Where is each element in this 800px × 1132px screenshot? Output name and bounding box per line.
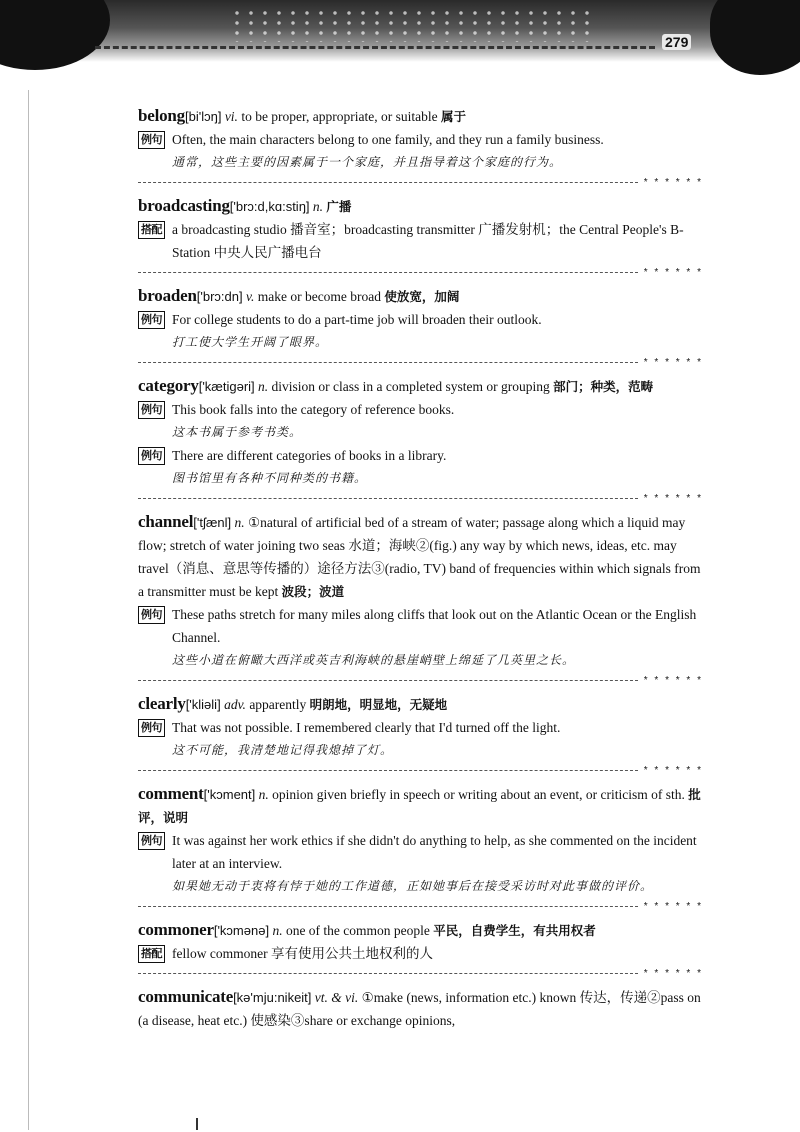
entry-separator [138, 354, 703, 370]
example-english: For college students to do a part-time job will broaden their outlook. [172, 312, 542, 327]
headword: belong [138, 106, 185, 125]
example-tag-icon: 搭配 [138, 221, 165, 239]
star-ornament: * * * * * * [643, 176, 703, 188]
dashed-line [138, 680, 638, 681]
definition-chinese: 批评，说明 [138, 787, 701, 825]
phonetic: ['kætigəri] [198, 379, 255, 394]
headword: broaden [138, 286, 197, 305]
example-body [172, 218, 703, 264]
example-tag-icon: 例句 [138, 401, 165, 419]
example-translation: 这些小道在俯瞰大西洋或英吉利海峡的悬崖峭壁上绵延了几英里之长。 [172, 653, 576, 667]
entry-headline [138, 692, 703, 716]
entry-separator [138, 672, 703, 688]
example-tag-icon: 例句 [138, 719, 165, 737]
example-row [138, 308, 703, 354]
entry-separator [138, 898, 703, 914]
headword: broadcasting [138, 196, 230, 215]
example-row [138, 444, 703, 490]
part-of-speech: vi. [224, 109, 238, 124]
phonetic: ['kɔmənə] [213, 923, 270, 938]
star-ornament: * * * * * * [643, 356, 703, 368]
part-of-speech: n. [312, 199, 324, 214]
definition: apparently [249, 697, 307, 712]
example-english: It was against her work ethics if she didn't do anything to help, as she commented on the incident later at an interview. [172, 833, 697, 871]
dictionary-entry [138, 194, 703, 264]
phonetic: [kə'mju:nikeit] [233, 990, 312, 1005]
example-english: That was not possible. I remembered clearly that I'd turned off the light. [172, 720, 561, 735]
entry-separator [138, 762, 703, 778]
example-row [138, 942, 703, 965]
dashed-line [138, 973, 638, 974]
definition-chinese: 波段；波道 [281, 584, 345, 599]
entry-separator [138, 264, 703, 280]
example-tag-icon: 例句 [138, 447, 165, 465]
dashed-line [138, 182, 638, 183]
headword: comment [138, 784, 204, 803]
dictionary-entry [138, 284, 703, 354]
star-ornament: * * * * * * [643, 900, 703, 912]
header-dashed-rule [95, 46, 655, 49]
star-ornament: * * * * * * [643, 764, 703, 776]
definition: opinion given briefly in speech or writing about an event, or criticism of sth. [272, 787, 685, 802]
part-of-speech: n. [258, 379, 269, 394]
header-decoration-right [710, 0, 800, 75]
dashed-line [138, 362, 638, 363]
entry-headline [138, 985, 703, 1032]
example-translation: 打工使大学生开阔了眼界。 [172, 335, 329, 349]
definition: one of the common people [285, 923, 430, 938]
phonetic: ['tʃænl] [193, 515, 232, 530]
entry-headline [138, 918, 703, 942]
phonetic: ['brɔ:d,kɑ:stiŋ] [229, 199, 310, 214]
definition-chinese: 平民，自费学生，有共用权者 [433, 923, 596, 938]
example-english: Often, the main characters belong to one family, and they run a family business. [172, 132, 604, 147]
headword: category [138, 376, 199, 395]
part-of-speech: adv. [224, 697, 246, 712]
entry-headline [138, 782, 703, 829]
example-body [172, 128, 703, 174]
example-tag-icon: 例句 [138, 606, 165, 624]
entry-headline [138, 374, 703, 398]
example-body [172, 308, 703, 354]
entry-separator [138, 490, 703, 506]
star-ornament: * * * * * * [643, 266, 703, 278]
headword: channel [138, 512, 194, 531]
dictionary-entry [138, 985, 703, 1032]
dictionary-entry [138, 510, 703, 672]
star-ornament: * * * * * * [643, 492, 703, 504]
definition-chinese: 属于 [440, 109, 466, 124]
part-of-speech: n. [272, 923, 283, 938]
scan-mark [196, 1118, 198, 1130]
example-translation: 这不可能，我清楚地记得我熄掉了灯。 [172, 743, 394, 757]
definition-chinese: 明朗地，明显地，无疑地 [309, 697, 448, 712]
definition: to be proper, appropriate, or suitable [241, 109, 438, 124]
example-tag-icon: 例句 [138, 131, 165, 149]
dashed-line [138, 272, 638, 273]
header-pattern [230, 8, 590, 42]
example-english: fellow commoner 享有使用公共土地权利的人 [172, 946, 433, 961]
entry-separator [138, 174, 703, 190]
entry-headline [138, 510, 703, 603]
headword: commoner [138, 920, 214, 939]
example-tag-icon: 例句 [138, 311, 165, 329]
example-body [172, 716, 703, 762]
entry-separator [138, 965, 703, 981]
example-translation: 通常，这些主要的因素属于一个家庭，并且指导着这个家庭的行为。 [172, 155, 563, 169]
star-ornament: * * * * * * [643, 674, 703, 686]
example-body [172, 942, 703, 965]
page-number: 279 [662, 34, 691, 50]
example-english: This book falls into the category of reference books. [172, 402, 455, 417]
dictionary-entry [138, 374, 703, 490]
phonetic: [bi'lɔŋ] [184, 109, 222, 124]
example-row [138, 603, 703, 672]
entry-headline [138, 194, 703, 218]
example-tag-icon: 例句 [138, 832, 165, 850]
entry-headline [138, 104, 703, 128]
phonetic: ['brɔ:dn] [196, 289, 243, 304]
definition: division or class in a completed system or grouping [271, 379, 550, 394]
dashed-line [138, 498, 638, 499]
part-of-speech: v. [245, 289, 255, 304]
example-translation: 这本书属于参考书类。 [172, 425, 303, 439]
example-english: These paths stretch for many miles along cliffs that look out on the Atlantic Ocean or the English Channel. [172, 607, 697, 645]
example-translation: 如果她无动于衷将有悖于她的工作道德，正如她事后在接受采访时对此事做的评价。 [172, 879, 654, 893]
entry-headline [138, 284, 703, 308]
part-of-speech: n. [258, 787, 269, 802]
definition-chinese: 广播 [326, 199, 352, 214]
dictionary-entry [138, 104, 703, 174]
phonetic: ['kɔment] [203, 787, 256, 802]
dashed-line [138, 770, 638, 771]
example-row [138, 829, 703, 898]
example-body [172, 444, 703, 490]
example-translation: 图书馆里有各种不同种类的书籍。 [172, 471, 368, 485]
definition-chinese: 部门；种类，范畴 [553, 379, 654, 394]
headword: communicate [138, 987, 234, 1006]
definition: ①natural of artificial bed of a stream of water; passage along which a liquid may flow; stretch of water joining two seas 水道；海峡②(fig.) any way by which news, ideas, etc. may travel（消息、意思等传播的）途径方法③(radio, TV) band of frequencies within which signals from a transmitter must be kept [138, 515, 701, 599]
example-row [138, 218, 703, 264]
definition: ①make (news, information etc.) known 传达，传递②pass on (a disease, heat etc.) 使感染③share or exchange opinions, [138, 990, 701, 1028]
dictionary-entry [138, 918, 703, 965]
definition-chinese: 使放宽，加阔 [384, 289, 460, 304]
dictionary-entry [138, 692, 703, 762]
dictionary-entries [138, 104, 703, 1032]
dictionary-entry [138, 782, 703, 898]
example-body [172, 829, 703, 898]
example-english: a broadcasting studio 播音室；broadcasting transmitter 广播发射机；the Central People's B-Station 中央人民广播电台 [172, 222, 684, 260]
page-gutter-line [28, 90, 29, 1130]
definition: make or become broad [257, 289, 382, 304]
example-row [138, 398, 703, 444]
example-row [138, 716, 703, 762]
headword: clearly [138, 694, 186, 713]
part-of-speech: vt. & vi. [314, 990, 359, 1005]
phonetic: ['kliəli] [185, 697, 221, 712]
dashed-line [138, 906, 638, 907]
example-english: There are different categories of books in a library. [172, 448, 447, 463]
example-row [138, 128, 703, 174]
example-tag-icon: 搭配 [138, 945, 165, 963]
example-body [172, 398, 703, 444]
star-ornament: * * * * * * [643, 967, 703, 979]
part-of-speech: n. [234, 515, 245, 530]
example-body [172, 603, 703, 672]
